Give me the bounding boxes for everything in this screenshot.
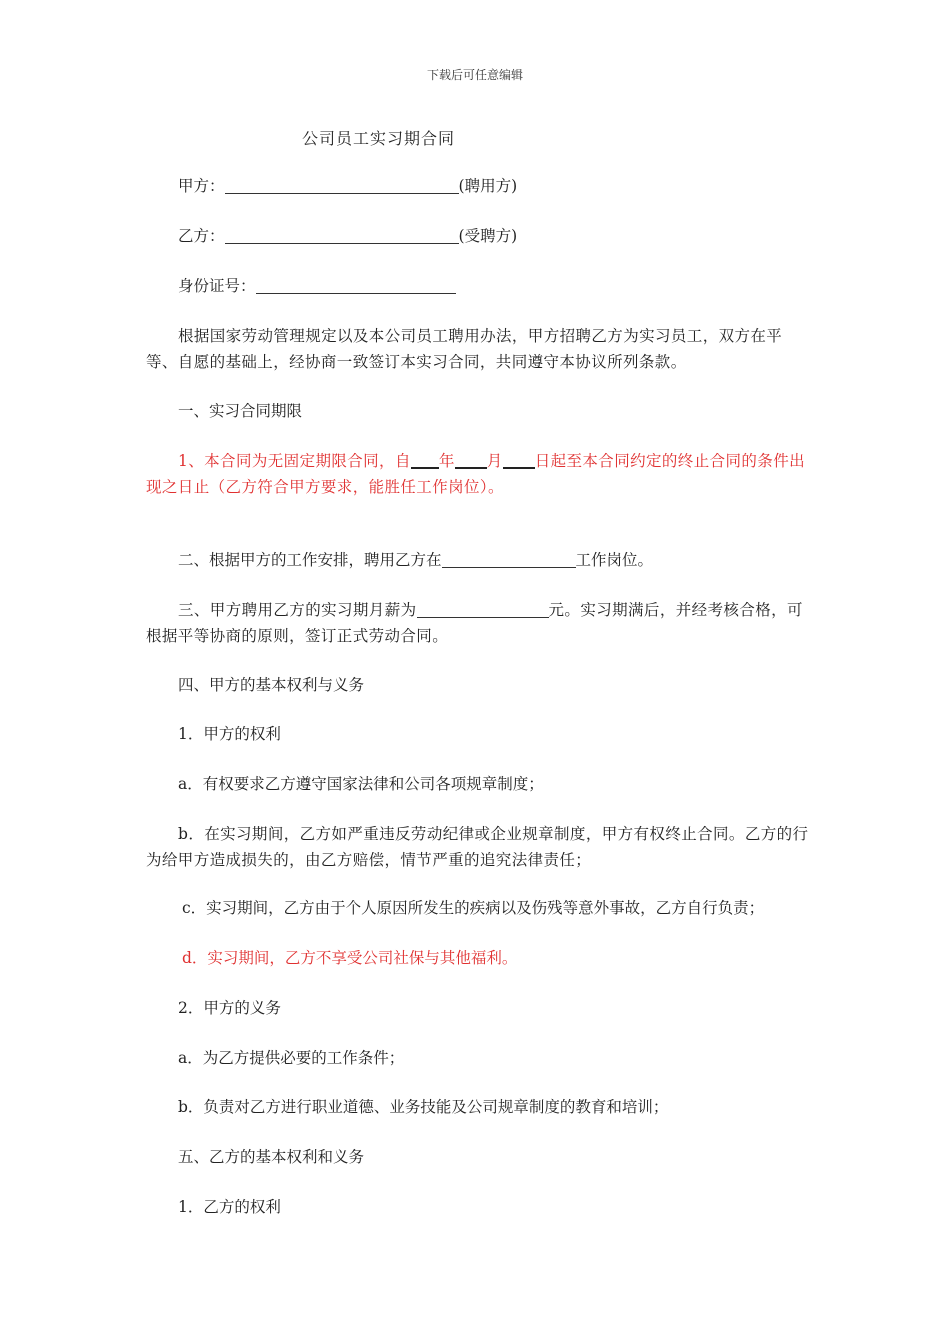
- intro-paragraph: 根据国家劳动管理规定以及本公司员工聘用办法，甲方招聘乙方为实习员工，双方在平等、自愿的基础上，经协商一致签订本实习合同，共同遵守本协议所列条款。: [146, 327, 783, 371]
- party-a-line: [178, 173, 810, 199]
- section-3-paragraph: [146, 597, 810, 649]
- party-a-duty-a: a．为乙方提供必要的工作条件；: [178, 1049, 405, 1067]
- party-b-rights-heading: 1．乙方的权利: [178, 1198, 281, 1216]
- section-3-suffix: 元。实习期满后，并经考核合格，可根据平等协商的原则，签订正式劳动合同。: [146, 601, 803, 645]
- party-b-blank[interactable]: [225, 227, 459, 244]
- party-a-duty-b: b．负责对乙方进行职业道德、业务技能及公司规章制度的教育和培训；: [178, 1098, 669, 1116]
- section-3-prefix: 三、甲方聘用乙方的实习期月薪为: [178, 601, 417, 619]
- section-4-heading: 四、甲方的基本权利与义务: [178, 676, 365, 694]
- section-2-suffix: 工作岗位。: [575, 551, 654, 569]
- clause-1-prefix: 1、本合同为无固定期限合同，自: [178, 452, 411, 470]
- month-blank[interactable]: [455, 451, 487, 469]
- party-a-right-c: c．实习期间，乙方由于个人原因所发生的疾病以及伤残等意外事故，乙方自行负责；: [182, 899, 765, 917]
- position-blank[interactable]: [442, 551, 576, 568]
- year-blank[interactable]: [411, 451, 439, 469]
- section-2-prefix: 二、根据甲方的工作安排，聘用乙方在: [178, 551, 442, 569]
- document-title: 公司员工实习期合同: [302, 129, 456, 148]
- party-a-label: 甲方：: [178, 177, 225, 195]
- party-a-duties-heading: 2．甲方的义务: [178, 999, 281, 1017]
- party-b-line: [178, 223, 810, 249]
- section-1-clause: [146, 448, 810, 500]
- party-a-right-d: d．实习期间，乙方不享受公司社保与其他福利。: [182, 949, 518, 967]
- id-number-line: [178, 273, 810, 299]
- day-blank[interactable]: [503, 451, 535, 469]
- party-b-label: 乙方：: [178, 227, 225, 245]
- party-a-rights-heading: 1．甲方的权利: [178, 725, 281, 743]
- party-a-suffix: (聘用方): [458, 177, 518, 195]
- party-a-blank[interactable]: [225, 177, 459, 194]
- section-5-heading: 五、乙方的基本权利和义务: [178, 1148, 365, 1166]
- clause-1-rest: 日起至本合同约定的终止合同的条件出现之日止（乙方符合甲方要求，能胜任工作岗位）。: [146, 452, 805, 496]
- id-number-blank[interactable]: [256, 277, 456, 294]
- salary-blank[interactable]: [417, 601, 549, 618]
- party-b-suffix: (受聘方): [458, 227, 518, 245]
- id-number-label: 身份证号：: [178, 277, 256, 295]
- party-a-right-a: a．有权要求乙方遵守国家法律和公司各项规章制度；: [178, 775, 544, 793]
- header-note: 下载后可任意编辑: [426, 68, 523, 82]
- section-1-heading: 一、实习合同期限: [178, 402, 303, 420]
- section-2-line: [178, 547, 810, 573]
- year-label: 年: [438, 452, 455, 470]
- month-label: 月: [486, 452, 503, 470]
- party-a-right-b: b．在实习期间，乙方如严重违反劳动纪律或企业规章制度，甲方有权终止合同。乙方的行为给甲方造成损失的，由乙方赔偿，情节严重的追究法律责任；: [146, 825, 809, 869]
